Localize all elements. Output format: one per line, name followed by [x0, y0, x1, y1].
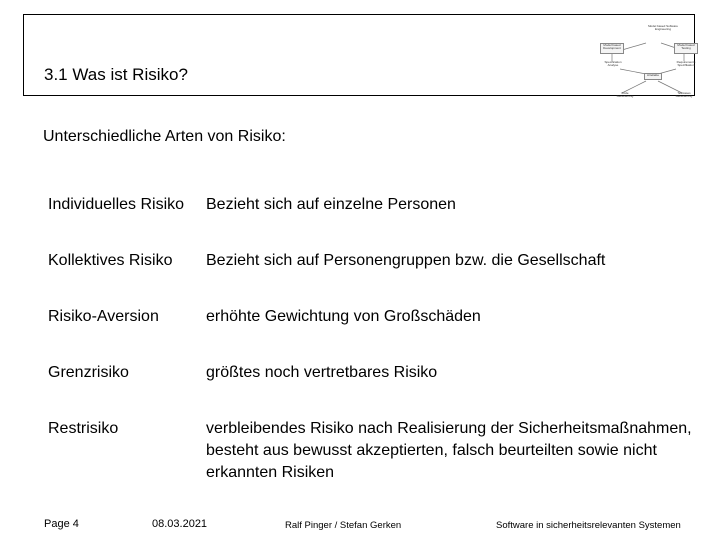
model-based-engineering-diagram: [586, 21, 711, 105]
diagram-left-box: Model based Development: [600, 43, 624, 54]
risk-term: Kollektives Risiko: [48, 252, 173, 269]
intro-text: Unterschiedliche Arten von Risiko:: [43, 128, 286, 145]
footer-date: 08.03.2021: [152, 518, 208, 530]
risk-description: größtes noch vertretbares Risiko: [206, 364, 438, 381]
risk-term: Grenzrisiko: [48, 364, 129, 381]
risk-description: erhöhte Gewichtung von Großschäden: [206, 308, 481, 325]
footer-page-number: Page 4: [44, 518, 79, 530]
risk-description: Bezieht sich auf einzelne Personen: [206, 196, 456, 213]
risk-term: Restrisiko: [48, 420, 119, 437]
diagram-right-box: Model based Testing: [674, 43, 698, 54]
diagram-node-center: Artefakte: [644, 73, 662, 80]
risk-description: Bezieht sich auf Personengruppen bzw. die Gesellschaft: [206, 252, 606, 269]
diagram-node-bottom-left: Code Generierung: [616, 91, 634, 99]
risk-term: Individuelles Risiko: [48, 196, 185, 213]
footer-course: Software in sicherheitsrelevanten Systemen: [496, 520, 681, 531]
risk-term: Risiko-Aversion: [48, 308, 159, 325]
diagram-node-bottom-right: Testcases Generierung: [675, 91, 693, 99]
title-header-box: [23, 14, 696, 99]
diagram-node-mid-right: Requirements Spezifikation: [676, 60, 696, 68]
diagram-node-mid-left: Specification Analyse: [604, 60, 622, 68]
slide-title: 3.1 Was ist Risiko?: [44, 65, 188, 84]
risk-description: verbleibendes Risiko nach Realisierung der Sicherheitsmaßnahmen, besteht aus bewusst akzeptierten, falsch beurteilten sowie nicht erkannten Risiken: [206, 420, 692, 481]
footer-authors: Ralf Pinger / Stefan Gerken: [285, 520, 402, 531]
diagram-top-label: Model based Software Engineering: [648, 24, 678, 32]
